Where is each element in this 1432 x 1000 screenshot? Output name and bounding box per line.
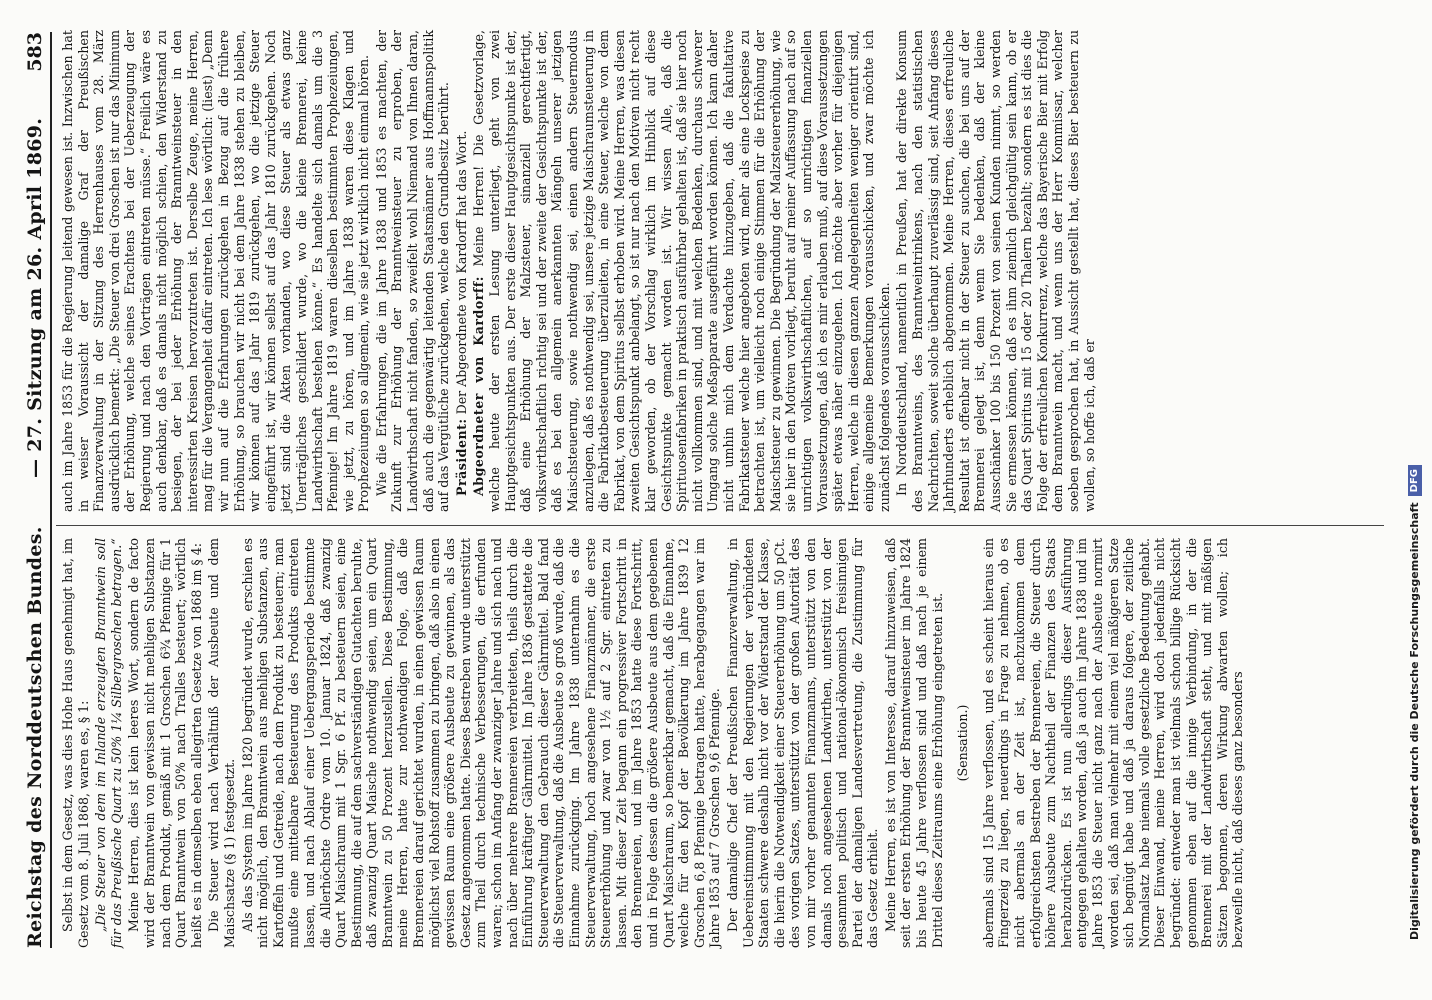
digitization-note: [1402, 40, 1428, 940]
speaker-name: Präsident:: [453, 418, 469, 496]
page-number: 583: [24, 32, 46, 72]
speaker-name: Abgeordneter von Kardorff:: [471, 276, 487, 496]
paragraph: Als das System im Jahre 1820 begründet wurde, erschien es nicht möglich, den Branntwein aus mehligen Substanzen, aus Kartoffeln und Getreide, nach dem Produkt zu besteuern; man mußte eine mittelbare Besteuerung des Produkts eintreten lassen, und nach Ablauf einer Uebergangsperiode bestimmte die Allerhöchste Ordre vom 10. Januar 1824, daß zwanzig Quart Maischraum mit 1 Sgr. 6 Pf. zu besteuern seien, eine Bestimmung, die auf dem sachverständigen Gutachten beruhte, daß zwanzig Quart Maische nothwendig seien, um ein Quart Branntwein zu 50 Prozent herzustellen. Diese Bestimmung, meine Herren, hatte zur nothwendigen Folge, daß die Brennereien darauf gerichtet wurden, in einen gewissen Raum möglichst viel Rohstoff zusammen zu bringen, daß also in einen gewissen Raum eine größere Ausbeute zu gewinnen, als das Gesetz angenommen hatte. Dieses Bestreben wurde unterstützt zum Theil durch technische Verbesserungen, die erfunden waren; schon im Anfang der zwanziger Jahre und sich nach und nach über mehrere Brennereien verbreiteten, theils durch die Einführung kräftiger Gährmittel. Im Jahre 1836 gestattete die Steuerverwaltung den Gebrauch dieser Gährmittel. Bald fand die Steuerverwaltung, daß die Ausbeute so groß wurde, daß die Einnahme zurückging. Im Jahre 1838 unternahm es die Steuerverwaltung, hoch angesehene Finanzmänner, die erste Steuererhöhung und zwar von 1½ auf 2 Sgr. eintreten zu lassen. Mit dieser Zeit begann ein progressiver Fortschritt in den Brennereien, und im Jahre 1853 hatte diese Fortschritt, und in Folge dessen die größere Ausbeute aus dem gegebenen Quart Maischraum, so bemerkbar gemacht, daß die Einnahme, welche für den Kopf der Bevölkerung im Jahre 1839 12 Groschen 6,8 Pfennige betragen hatte, herabgegangen war im Jahre 1853 auf 7 Groschen 9,6 Pfennige.: [239, 538, 723, 948]
paragraph: Meine Herren, dies ist kein leeres Wort, sondern de facto wird der Branntwein von gewissen nicht mehligen Substanzen nach dem Produkt, gemäß mit 1 Groschen 6¾ Pfennige für 1 Quart Branntwein von 50% nach Tralles besteuert; wörtlich heißt es in demselben eben allegirten Gesetze von 1868 im § 4:: [126, 538, 204, 948]
paragraph: Selbst in dem Gesetz, was dies Hohe Haus genehmigt hat, im Gesetz vom 8. Juli 1868, waren es, § 1:: [60, 538, 91, 948]
paragraph: auch im Jahre 1853 für die Regierung leitend gewesen ist. Inzwischen hat in weiser Voraussicht der damalige Graf der Preußischen Finanzverwaltung in der Sitzung des Herrenhauses vom 28. März ausdrücklich bemerkt: „Die Steuer von drei Groschen ist nur das Minimum der Erhöhung, welche seines Erachtens bei der Ueberzeugung der Regierung und nach den Vorträgen eintreten müsse.“ Freilich wäre es auch denkbar, daß es damals nicht möglich schien, den Widerstand zu besiegen, der bei jeder Erhöhung der Branntweinsteuer in den interessirten Kreisen hervorzutreten ist. Derselbe Zeuge, meine Herren, mag für die Vergangenheit dafür eintreten. Ich lese wörtlich: (liest) „Denn wir nun auf die Erfahrungen zurückgehen in Bezug auf die frühere Erhöhung, so brauchen wir nicht bei dem Jahre 1838 stehen zu bleiben, wir können auf das Jahr 1819 zurückgehen, wo die jetzige Steuer eingeführt ist, wir können selbst auf das Jahr 1810 zurückgehen. Noch jetzt sind die Akten vorhanden, wo diese Steuer als etwas ganz Unerträgliches geschildert wurde, wo die kleine Brennerei, keine Landwirthschaft bestehen könne.“ Es handelte sich damals um die 3 Pfennige! Im Jahre 1819 waren dieselben bestimmten Prophezeiungen, wie jetzt, zu hören, und im Jahre 1838 waren diese Klagen und Prophezeiungen so allgemein, wie sie jetzt wirklich nicht einmal hören.: [60, 30, 372, 512]
paragraph-quote: „Die Steuer von dem im Inlande erzeugten Branntwein soll für das Preußische Quart zu 50% 1¼ Silbergroschen betragen.“: [93, 538, 124, 948]
speech: [471, 30, 892, 512]
paragraph: Wie die Erfahrungen, die im Jahre 1838 und 1853 es machten, der Zukunft zur Erhöhung der Branntweinsteuer zu erproben, der Landwirthschaft nicht fanden, so zweifelt wohl Niemand von Ihnen daran, daß auch die gegenwärtig leitenden Staatsmänner aus Hoffmannspolitik auf das Vergütliche zurückgehen, welche den Grundbesitz berührt.: [373, 30, 452, 512]
right-column: [60, 30, 1099, 512]
dfg-logo: DFG: [1408, 465, 1422, 496]
paragraph: Der damalige Chef der Preußischen Finanzverwaltung, in Uebereinstimmung mit den Regierungen der verbündeten Staaten schwere deshalb nicht vor der Widerstand der Klasse, die hierin die Notwendigkeit einer Steuererhöhung um 50 pCt. des vorigen Satzes, unterstützt von der großen Autorität des von mir vorher genannten Finanzmanns, unterstützt von den damals noch angesehenen Landwirthen, unterstützt von der gesammten politisch und national-ökonomisch freisinnigen Partei der damaligen Landesvertretung, die Zustimmung für das Gesetz erhielt.: [724, 538, 881, 948]
statement-text: Der Abgeordnete von Kardorff hat das Wort.: [453, 130, 469, 415]
paragraph: In Norddeutschland, namentlich in Preußen, hat der direkte Konsum des Branntweins, des Branntweintrinkens, nach den statistischen Nachrichten, soweit solche überhaupt zuverlässig sind, seit Anfang dieses Jahrhunderts erheblich abgenommen. Meine Herren, dieses erfreuliche Resultat ist offenbar nicht in der Steuer zu suchen, die bei uns auf der Brennerei gelegt ist, denn wenn Sie bedenken, daß der kleine Ausschänker 100 bis 150 Prozent von seinen Kunden nimmt, so werden Sie ermessen können, daß es ihm ziemlich gleichgültig sein kann, ob er das Quart Spiritus mit 15 oder 20 Thalern bezahlt; sondern es ist dies die Folge der erfreulichen Konkurrenz, welche das Bayerische Bier mit Erfolg dem Branntwein macht, und wenn uns der Herr Kommissar, welcher soeben gesprochen hat, in Aussicht gestellt hat, dieses Bier besteuern zu wollen, so hoffe ich, daß er: [894, 30, 1097, 512]
left-column: [60, 538, 1248, 948]
header-title-left: Reichstag des Norddeutschen Bundes.: [24, 526, 46, 948]
paragraph: Meine Herren, es ist von Interesse, darauf hinzuweisen, daß seit der ersten Erhöhung der Branntweinsteuer im Jahre 1824 bis heute 45 Jahre verflossen sind und daß nach je einem Drittel dieses Zeitraums eine Erhöhung eingetreten ist.: [882, 538, 945, 948]
paragraph: abermals sind 15 Jahre verflossen, und es scheint hieraus ein Fingerzeig zu liegen, neuerdings in Frage zu nehmen, ob es nicht abermals an der Zeit ist, nachzukommen dem erfolgreichsten Bestreben der Brennereien, die Steuer durch höhere Ausbeute zum Nachtheil der Finanzen des Staats herabzudrücken. Es ist nun allerdings dieser Ausführung entgegen gehalten worden, daß ja auch im Jahre 1838 und im Jahre 1853 die Steuer nicht ganz nach der Ausbeute normirt worden sei, daß man vielmehr mit einem viel mäßigeren Satze sich begnügt habe und daß ja daraus folgere, der zeitliche Normalsatz habe niemals volle gesetzliche Bedeutung gehabt. Dieser Einwand, meine Herren, wird doch jedenfalls nicht begründet: entweder man ist vielmals schon billige Rücksicht genommen eben auf die innige Verbindung, in der die Brennerei mit der Landwirthschaft steht, und mit mäßigen Sätzen begonnen, deren Wirkung abwarten wollen; ich bezweifle nicht, daß dieses ganz besonders: [980, 538, 1246, 948]
page-header: [24, 32, 52, 948]
digitization-credit: [1402, 40, 1428, 940]
credit-text: Digitalisierung gefördert durch die Deutsche Forschungsgemeinschaft: [1408, 502, 1421, 940]
column-divider: [56, 525, 1384, 526]
paragraph: Die Steuer wird nach Verhältniß der Ausbeute und dem Maischsatze (§ 1) festgesetzt.: [206, 538, 237, 948]
header-session-title: — 27. Sitzung am 26. April 1869.: [24, 117, 46, 478]
speech-text: Meine Herren! Die Gesetzvorlage, welche heute der ersten Lesung unterliegt, geht von zwei Hauptgesichtspunkten aus. Der erste dieser Hauptgesichtspunkte ist der, daß eine Erhöhung der Malzsteuer, sinanziell gerechtfertigt, volkswirthschaftlich richtig sei und der zweite der Gesichtspunkte ist der, daß es bei den allgemein anerkannten Mängeln unserer jetzigen Maischsteuerung, sowie nothwendig sei, einen andern Steuermodus anzulegen, daß es nothwendig sei, unsere jetzige Maischraumsteuerung in die Fabrikatbesteuerung überzuleiten, in eine Steuer, welche von dem Fabrikat, von dem Spiritus selbst erhoben wird. Meine Herren, was diesen zweiten Gesichtspunkt anbelangt, so ist nur nach den Motiven nicht recht klar geworden, ob der Vorschlag wirklich im Hinblick auf diese Gesichtspunkte gemacht worden ist. Wir wissen Alle, daß die Spirituosenfabriken in praktisch ausführbar gehalten ist, daß sie hier noch nicht vollkommen sind, und mit welchen Bedenken, durchaus schwerer Umgang solche Meßapparate ausgeführt worden können. Ich kann daher nicht umhin mich dem Verdachte hinzugeben, daß die fakultative Fabrikatsteuer welche hier angeboten wird, mehr als eine Lockspeise zu betrachten ist, um vielleicht noch einige Stimmen für die Erhöhung der Maischsteuer zu gewinnen. Die Begründung der Malzsteuererhöhung, wie sie hier in den Motiven vorliegt, beruht auf meiner Auffassung nach auf so unrichtigen volkswirthschaftlichen, auf so unrichtigen finanziellen Voraussetzungen, daß ich es mir erlauben muß, auf diese Voraussetzungen später etwas näher einzugehen. Ich möchte aber vorher für diejenigen Herren, welche in diesen ganzen Angelegenheiten weniger orientirt sind, einige allgemeine Bemerkungen vorausschicken, und zwar möchte ich zunächst folgendes vorausschicken.: [471, 30, 892, 512]
interjection: (Sensation.): [955, 704, 971, 782]
president-statement: [454, 30, 470, 512]
